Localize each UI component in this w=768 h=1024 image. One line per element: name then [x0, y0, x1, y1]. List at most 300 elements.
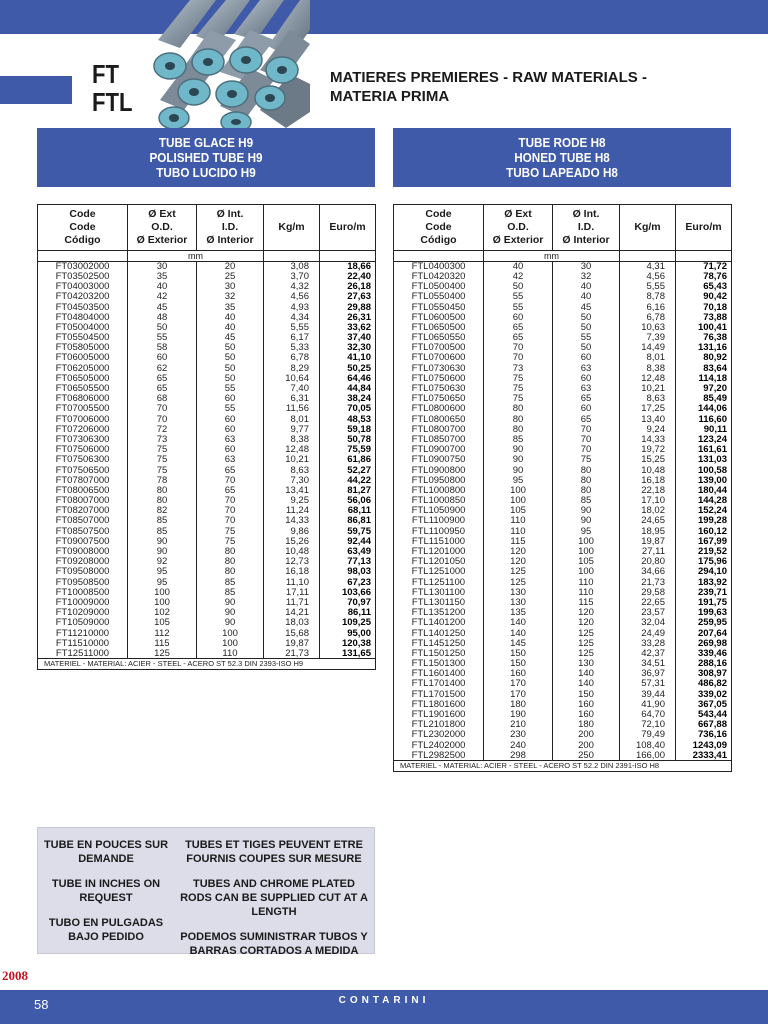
cell-od: 120 — [484, 547, 553, 557]
cell-id: 70 — [553, 435, 620, 445]
cell-id: 50 — [197, 363, 264, 373]
cell-euro: 269,98 — [676, 639, 732, 649]
table-row — [394, 262, 732, 272]
table-row — [394, 414, 732, 424]
cell-id: 30 — [553, 262, 620, 272]
cell-kg: 16,18 — [264, 567, 320, 577]
cell-kg: 5,55 — [264, 323, 320, 333]
cell-code: FTL1351200 — [394, 608, 484, 618]
polished-tube-header-es: TUBO LUCIDO H9 — [156, 165, 256, 180]
cell-od: 130 — [484, 598, 553, 608]
cell-kg: 8,01 — [620, 353, 676, 363]
cell-kg: 6,78 — [264, 353, 320, 363]
cell-od: 73 — [484, 363, 553, 373]
table-row — [394, 506, 732, 516]
cell-code: FT11210000 — [38, 628, 128, 638]
polished-tube-header-en: POLISHED TUBE H9 — [149, 150, 263, 165]
cell-od: 75 — [484, 394, 553, 404]
cell-od: 42 — [484, 272, 553, 282]
cell-id: 70 — [197, 516, 264, 526]
cell-euro: 70,97 — [320, 598, 376, 608]
cell-code: FTL0900800 — [394, 465, 484, 475]
polished-tube-table — [37, 204, 376, 670]
cell-kg: 6,31 — [264, 394, 320, 404]
cell-kg: 3,70 — [264, 272, 320, 282]
table-row — [394, 516, 732, 526]
cell-kg: 19,72 — [620, 445, 676, 455]
table-row — [394, 526, 732, 536]
honed-tube-header-fr: TUBE RODE H8 — [518, 135, 606, 150]
cell-code: FT03502500 — [38, 272, 128, 282]
cell-id: 50 — [553, 343, 620, 353]
cell-euro: 160,12 — [676, 526, 732, 536]
cell-od: 78 — [128, 476, 197, 486]
cell-od: 35 — [128, 272, 197, 282]
cell-euro: 64,46 — [320, 374, 376, 384]
cell-code: FT07506000 — [38, 445, 128, 455]
cell-code: FT06005000 — [38, 353, 128, 363]
table-row — [394, 577, 732, 587]
cell-code: FTL1701400 — [394, 679, 484, 689]
cell-od: 80 — [484, 414, 553, 424]
cell-id: 25 — [197, 272, 264, 282]
cell-euro: 50,25 — [320, 363, 376, 373]
cell-kg: 8,29 — [264, 363, 320, 373]
table-row — [38, 353, 376, 363]
cell-id: 65 — [197, 465, 264, 475]
table-row — [38, 639, 376, 649]
cell-code: FTL0550400 — [394, 292, 484, 302]
cell-id: 110 — [553, 588, 620, 598]
cell-od: 112 — [128, 628, 197, 638]
cell-kg: 21,73 — [264, 649, 320, 659]
cell-euro: 97,20 — [676, 384, 732, 394]
cell-euro: 100,58 — [676, 465, 732, 475]
cell-code: FTL0500400 — [394, 282, 484, 292]
cell-kg: 41,90 — [620, 700, 676, 710]
table-row — [38, 618, 376, 628]
cell-euro: 139,00 — [676, 476, 732, 486]
cell-code: FTL0730630 — [394, 363, 484, 373]
table-row — [394, 649, 732, 659]
cell-code: FTL1451250 — [394, 639, 484, 649]
cell-code: FT09208000 — [38, 557, 128, 567]
cell-id: 80 — [553, 465, 620, 475]
cell-code: FT08006500 — [38, 486, 128, 496]
cell-id: 60 — [197, 425, 264, 435]
cell-kg: 57,31 — [620, 679, 676, 689]
cell-kg: 11,10 — [264, 577, 320, 587]
cell-euro: 52,27 — [320, 465, 376, 475]
cell-id: 130 — [553, 659, 620, 669]
cell-kg: 10,21 — [620, 384, 676, 394]
cell-kg: 6,16 — [620, 302, 676, 312]
cell-od: 55 — [484, 292, 553, 302]
cell-kg: 9,25 — [264, 496, 320, 506]
cell-code: FT09007500 — [38, 537, 128, 547]
material-footnote: MATERIEL - MATERIAL: ACIER - STEEL - ACERO ST 52.2 DIN 2391-ISO H8 — [394, 761, 732, 772]
table-row — [394, 333, 732, 343]
cell-id: 180 — [553, 720, 620, 730]
cell-code: FTL0900700 — [394, 445, 484, 455]
cell-id: 32 — [553, 272, 620, 282]
table-row — [394, 720, 732, 730]
table-row — [394, 628, 732, 638]
cell-code: FTL0420320 — [394, 272, 484, 282]
cell-code: FTL1601400 — [394, 669, 484, 679]
cell-kg: 23,57 — [620, 608, 676, 618]
cell-od: 120 — [484, 557, 553, 567]
cell-id: 70 — [553, 425, 620, 435]
honed-tube-rows — [394, 262, 732, 761]
cell-id: 80 — [197, 557, 264, 567]
cell-od: 150 — [484, 659, 553, 669]
table-row — [38, 445, 376, 455]
cell-euro: 92,44 — [320, 537, 376, 547]
table-footnote-row — [394, 761, 732, 772]
cell-od: 65 — [128, 374, 197, 384]
cell-od: 110 — [484, 516, 553, 526]
cell-id: 50 — [197, 374, 264, 384]
cell-code: FTL1100900 — [394, 516, 484, 526]
cell-kg: 8,38 — [620, 363, 676, 373]
table-row — [394, 384, 732, 394]
cell-euro: 191,75 — [676, 598, 732, 608]
cell-id: 85 — [197, 577, 264, 587]
cell-euro: 41,10 — [320, 353, 376, 363]
polished-tube-header — [37, 128, 375, 187]
cell-code: FT07005500 — [38, 404, 128, 414]
cell-euro: 37,40 — [320, 333, 376, 343]
cell-kg: 27,11 — [620, 547, 676, 557]
cell-od: 65 — [484, 323, 553, 333]
cell-code: FT11510000 — [38, 639, 128, 649]
cell-euro: 152,24 — [676, 506, 732, 516]
cell-code: FTL0900750 — [394, 455, 484, 465]
cell-od: 85 — [484, 435, 553, 445]
inches-note-fr: TUBE EN POUCES SUR DEMANDE — [43, 839, 169, 865]
cell-kg: 4,93 — [264, 302, 320, 312]
cell-euro: 44,22 — [320, 476, 376, 486]
cell-id: 100 — [553, 547, 620, 557]
table-row — [394, 486, 732, 496]
col-header-ext: Ø Ext O.D. Ø Exterior — [484, 205, 553, 251]
cell-id: 70 — [553, 445, 620, 455]
cell-od: 125 — [484, 567, 553, 577]
table-row — [394, 567, 732, 577]
cell-od: 50 — [484, 282, 553, 292]
table-row — [38, 557, 376, 567]
cell-kg: 7,30 — [264, 476, 320, 486]
cell-euro: 114,18 — [676, 374, 732, 384]
cell-code: FT10009000 — [38, 598, 128, 608]
cell-code: FT10509000 — [38, 618, 128, 628]
cell-kg: 24,65 — [620, 516, 676, 526]
cell-euro: 29,88 — [320, 302, 376, 312]
table-row — [38, 486, 376, 496]
cell-kg: 11,71 — [264, 598, 320, 608]
cell-kg: 34,51 — [620, 659, 676, 669]
table-row — [394, 679, 732, 689]
cell-kg: 10,48 — [264, 547, 320, 557]
table-row — [38, 262, 376, 272]
table-row — [38, 506, 376, 516]
cut-note-en: TUBES AND CHROME PLATED RODS CAN BE SUPPLIED CUT AT A LENGTH — [180, 878, 368, 918]
cell-euro: 2333,41 — [676, 751, 732, 761]
cell-euro: 61,86 — [320, 455, 376, 465]
cell-od: 42 — [128, 292, 197, 302]
cell-euro: 26,31 — [320, 313, 376, 323]
year-label: 2008 — [2, 968, 28, 983]
table-row — [394, 547, 732, 557]
cell-kg: 8,38 — [264, 435, 320, 445]
cell-kg: 12,48 — [620, 374, 676, 384]
cell-euro: 100,41 — [676, 323, 732, 333]
section-title-line-1: MATIERES PREMIERES - RAW MATERIALS - — [330, 69, 647, 86]
unit-row — [38, 251, 376, 262]
cell-kg: 19,87 — [620, 537, 676, 547]
cell-od: 75 — [128, 455, 197, 465]
table-row — [394, 751, 732, 761]
cell-euro: 59,75 — [320, 526, 376, 536]
cell-id: 100 — [553, 567, 620, 577]
cell-euro: 33,62 — [320, 323, 376, 333]
cell-od: 298 — [484, 751, 553, 761]
col-header-code: Code Code Código — [394, 205, 484, 251]
cell-id: 150 — [553, 689, 620, 699]
col-header-int: Ø Int. I.D. Ø Interior — [197, 205, 264, 251]
cell-code: FT08507000 — [38, 516, 128, 526]
cell-od: 125 — [128, 649, 197, 659]
cell-euro: 144,28 — [676, 496, 732, 506]
cell-kg: 36,97 — [620, 669, 676, 679]
info-panel — [37, 827, 375, 957]
cell-code: FT04503500 — [38, 302, 128, 312]
table-row — [38, 608, 376, 618]
cell-od: 75 — [484, 384, 553, 394]
cell-kg: 17,25 — [620, 404, 676, 414]
cell-euro: 131,03 — [676, 455, 732, 465]
table-row — [38, 394, 376, 404]
code-line-ftl: FTL — [92, 87, 133, 117]
cell-code: FTL0700600 — [394, 353, 484, 363]
cell-kg: 5,55 — [620, 282, 676, 292]
cell-euro: 85,49 — [676, 394, 732, 404]
cell-code: FTL1201050 — [394, 557, 484, 567]
cell-euro: 98,03 — [320, 567, 376, 577]
cell-od: 70 — [484, 343, 553, 353]
cell-code: FT07006000 — [38, 414, 128, 424]
cell-kg: 22,18 — [620, 486, 676, 496]
cell-od: 100 — [128, 598, 197, 608]
cell-code: FTL1251000 — [394, 567, 484, 577]
cell-euro: 59,18 — [320, 425, 376, 435]
cell-kg: 9,77 — [264, 425, 320, 435]
honed-tube-header — [393, 128, 731, 187]
table-row — [38, 598, 376, 608]
cell-id: 100 — [197, 639, 264, 649]
cell-od: 95 — [128, 567, 197, 577]
cell-id: 105 — [553, 557, 620, 567]
cell-id: 85 — [553, 496, 620, 506]
cell-od: 55 — [484, 302, 553, 312]
cell-id: 200 — [553, 740, 620, 750]
product-code-title — [92, 60, 140, 116]
cell-kg: 166,00 — [620, 751, 676, 761]
cell-od: 105 — [128, 618, 197, 628]
cell-euro: 199,28 — [676, 516, 732, 526]
cell-id: 140 — [553, 669, 620, 679]
cell-kg: 5,33 — [264, 343, 320, 353]
cell-code: FTL1301150 — [394, 598, 484, 608]
cell-od: 145 — [484, 639, 553, 649]
cell-od: 115 — [128, 639, 197, 649]
cell-od: 40 — [128, 282, 197, 292]
table-row — [394, 588, 732, 598]
table-row — [38, 496, 376, 506]
cell-id: 125 — [553, 649, 620, 659]
cell-euro: 77,13 — [320, 557, 376, 567]
col-header-code: Code Code Código — [38, 205, 128, 251]
cell-od: 150 — [484, 649, 553, 659]
cell-od: 210 — [484, 720, 553, 730]
cell-code: FT06505500 — [38, 384, 128, 394]
cell-od: 45 — [128, 302, 197, 312]
cell-od: 170 — [484, 689, 553, 699]
cell-euro: 103,66 — [320, 588, 376, 598]
cell-euro: 26,18 — [320, 282, 376, 292]
cell-id: 40 — [197, 323, 264, 333]
cell-code: FTL1301100 — [394, 588, 484, 598]
cell-euro: 339,46 — [676, 649, 732, 659]
table-row — [38, 292, 376, 302]
cell-kg: 15,25 — [620, 455, 676, 465]
cell-od: 130 — [484, 588, 553, 598]
cell-euro: 65,43 — [676, 282, 732, 292]
material-footnote: MATERIEL - MATERIAL: ACIER - STEEL - ACERO ST 52.3 DIN 2393-ISO H9 — [38, 659, 376, 670]
cell-id: 30 — [197, 282, 264, 292]
cell-code: FTL0400300 — [394, 262, 484, 272]
cell-od: 60 — [484, 313, 553, 323]
cell-id: 115 — [553, 598, 620, 608]
cell-id: 75 — [197, 526, 264, 536]
cell-od: 90 — [484, 445, 553, 455]
cell-kg: 18,03 — [264, 618, 320, 628]
cell-id: 63 — [553, 384, 620, 394]
table-row — [394, 343, 732, 353]
table-row — [394, 465, 732, 475]
cell-code: FTL0550450 — [394, 302, 484, 312]
cell-euro: 339,02 — [676, 689, 732, 699]
cell-code: FTL0800600 — [394, 404, 484, 414]
table-row — [38, 628, 376, 638]
cell-kg: 10,64 — [264, 374, 320, 384]
page-number: 58 — [34, 997, 49, 1012]
table-row — [38, 282, 376, 292]
cell-id: 200 — [553, 730, 620, 740]
cell-code: FTL1401250 — [394, 628, 484, 638]
table-row — [394, 302, 732, 312]
cell-od: 30 — [128, 262, 197, 272]
cell-euro: 259,95 — [676, 618, 732, 628]
table-row — [394, 363, 732, 373]
cell-kg: 20,80 — [620, 557, 676, 567]
cell-kg: 32,04 — [620, 618, 676, 628]
honed-tube-table — [393, 204, 732, 772]
cell-code: FT09508000 — [38, 567, 128, 577]
cell-euro: 175,96 — [676, 557, 732, 567]
table-row — [394, 557, 732, 567]
table-row — [394, 323, 732, 333]
cell-od: 140 — [484, 618, 553, 628]
cell-id: 120 — [553, 608, 620, 618]
cell-code: FTL1501250 — [394, 649, 484, 659]
cell-id: 55 — [553, 333, 620, 343]
cell-euro: 90,42 — [676, 292, 732, 302]
cell-id: 110 — [197, 649, 264, 659]
cell-od: 80 — [128, 496, 197, 506]
cell-id: 90 — [197, 618, 264, 628]
top-banner — [0, 0, 768, 34]
cell-euro: 71,72 — [676, 262, 732, 272]
cell-kg: 108,40 — [620, 740, 676, 750]
cell-id: 70 — [197, 506, 264, 516]
cell-kg: 6,78 — [620, 313, 676, 323]
table-row — [38, 425, 376, 435]
cell-id: 60 — [197, 445, 264, 455]
cell-kg: 4,32 — [264, 282, 320, 292]
cell-od: 90 — [484, 455, 553, 465]
cell-kg: 16,18 — [620, 476, 676, 486]
cell-code: FTL0650500 — [394, 323, 484, 333]
cell-code: FT09508500 — [38, 577, 128, 587]
cell-kg: 3,08 — [264, 262, 320, 272]
cell-euro: 44,84 — [320, 384, 376, 394]
cell-od: 90 — [128, 547, 197, 557]
cell-od: 102 — [128, 608, 197, 618]
cell-id: 60 — [553, 374, 620, 384]
cell-id: 100 — [197, 628, 264, 638]
cell-od: 70 — [128, 414, 197, 424]
cell-euro: 1243,09 — [676, 740, 732, 750]
cell-id: 65 — [553, 394, 620, 404]
cell-euro: 50,78 — [320, 435, 376, 445]
cell-euro: 90,11 — [676, 425, 732, 435]
cell-kg: 13,41 — [264, 486, 320, 496]
cell-euro: 120,38 — [320, 639, 376, 649]
table-row — [394, 496, 732, 506]
cell-od: 95 — [484, 476, 553, 486]
col-header-kg: Kg/m — [620, 205, 676, 251]
cell-euro: 78,76 — [676, 272, 732, 282]
cell-euro: 543,44 — [676, 710, 732, 720]
cell-od: 60 — [128, 353, 197, 363]
cell-od: 80 — [484, 425, 553, 435]
cell-id: 40 — [553, 282, 620, 292]
cell-code: FT07206000 — [38, 425, 128, 435]
col-header-kg: Kg/m — [264, 205, 320, 251]
cell-code: FTL1701500 — [394, 689, 484, 699]
table-row — [38, 465, 376, 475]
cell-kg: 10,48 — [620, 465, 676, 475]
cell-id: 63 — [553, 363, 620, 373]
cell-code: FT06505000 — [38, 374, 128, 384]
unit-label: mm — [484, 251, 620, 262]
cell-euro: 294,10 — [676, 567, 732, 577]
cell-od: 70 — [128, 404, 197, 414]
cell-euro: 183,92 — [676, 577, 732, 587]
cell-code: FT08007000 — [38, 496, 128, 506]
